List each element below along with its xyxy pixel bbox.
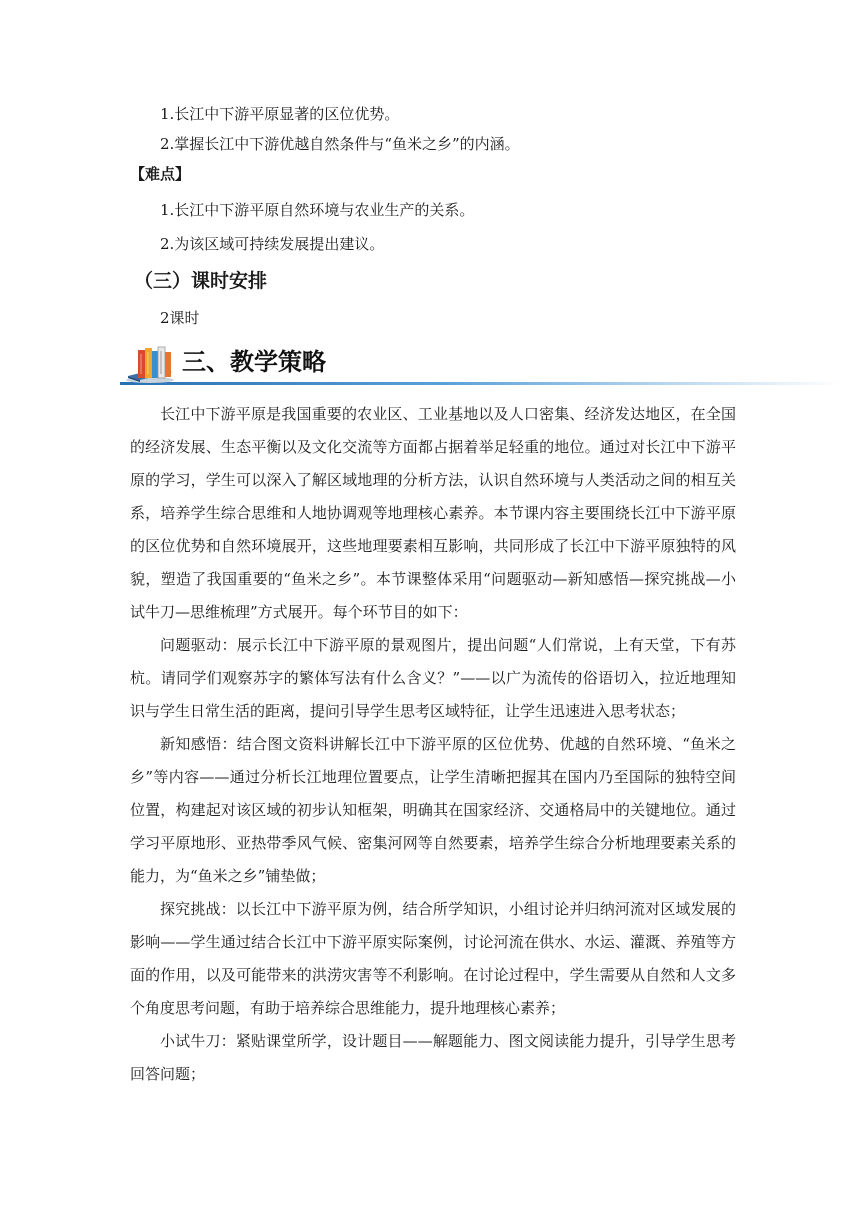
paragraph-problem-driven: 问题驱动：展示长江中下游平原的景观图片，提出问题“人们常说，上有天堂，下有苏杭。请同学们观察苏字的繁体写法有什么含义？”——以广为流传的俗语切入，拉近地理知识与学生日常生活的距离，提问引导学生思考区域特征，让学生迅速进入思考状态； xyxy=(130,636,736,720)
paragraph-practice: 小试牛刀：紧贴课堂所学，设计题目——解题能力、图文阅读能力提升，引导学生思考回答问题； xyxy=(130,1032,736,1083)
schedule-heading: （三）课时安排 xyxy=(134,270,268,292)
key-point-1: 1.长江中下游平原显著的区位优势。 xyxy=(160,105,400,123)
difficulty-label: 【难点】 xyxy=(130,165,191,183)
key-point-2: 2.掌握长江中下游优越自然条件与“鱼米之乡”的内涵。 xyxy=(160,135,520,153)
books-icon xyxy=(124,342,180,384)
paragraph-intro: 长江中下游平原是我国重要的农业区、工业基地以及人口密集、经济发达地区，在全国的经济发展、生态平衡以及文化交流等方面都占据着举足轻重的地位。通过对长江中下游平原的学习，学生可以深入了解区域地理的分析方法，认识自然环境与人类活动之间的相互关系，培养学生综合思维和人地协调观等地理核心素养。本节课内容主要围绕长江中下游平原的区位优势和自然环境展开，这些地理要素相互影响，共同形成了长江中下游平原独特的风貌，塑造了我国重要的“鱼米之乡”。本节课整体采用“问题驱动—新知感悟—探究挑战—小试牛刀—思维梳理”方式展开。每个环节目的如下： xyxy=(130,405,736,621)
paragraph-new-knowledge: 新知感悟：结合图文资料讲解长江中下游平原的区位优势、优越的自然环境、“鱼米之乡”等内容——通过分析长江地理位置要点，让学生清晰把握其在国内乃至国际的独特空间位置，构建起对该区域的初步认知框架，明确其在国家经济、交通格局中的关键地位。通过学习平原地形、亚热带季风气候、密集河网等自然要素，培养学生综合分析地理要素关系的能力，为“鱼米之乡”铺垫做； xyxy=(130,735,736,885)
strategy-text xyxy=(130,398,736,1091)
difficulty-item-2: 2.为该区域可持续发展提出建议。 xyxy=(160,235,385,253)
section-banner xyxy=(120,338,840,394)
paragraph-exploration: 探究挑战：以长江中下游平原为例，结合所学知识，小组讨论并归纳河流对区域发展的影响——学生通过结合长江中下游平原实际案例，讨论河流在供水、水运、灌溉、养殖等方面的作用，以及可能带来的洪涝灾害等不利影响。在讨论过程中，学生需要从自然和人文多个角度思考问题，有助于培养综合思维能力，提升地理核心素养； xyxy=(130,900,736,1017)
banner-divider xyxy=(120,382,840,385)
schedule-value: 2课时 xyxy=(160,309,200,327)
difficulty-item-1: 1.长江中下游平原自然环境与农业生产的关系。 xyxy=(160,201,475,219)
section-title: 三、教学策略 xyxy=(182,348,326,376)
